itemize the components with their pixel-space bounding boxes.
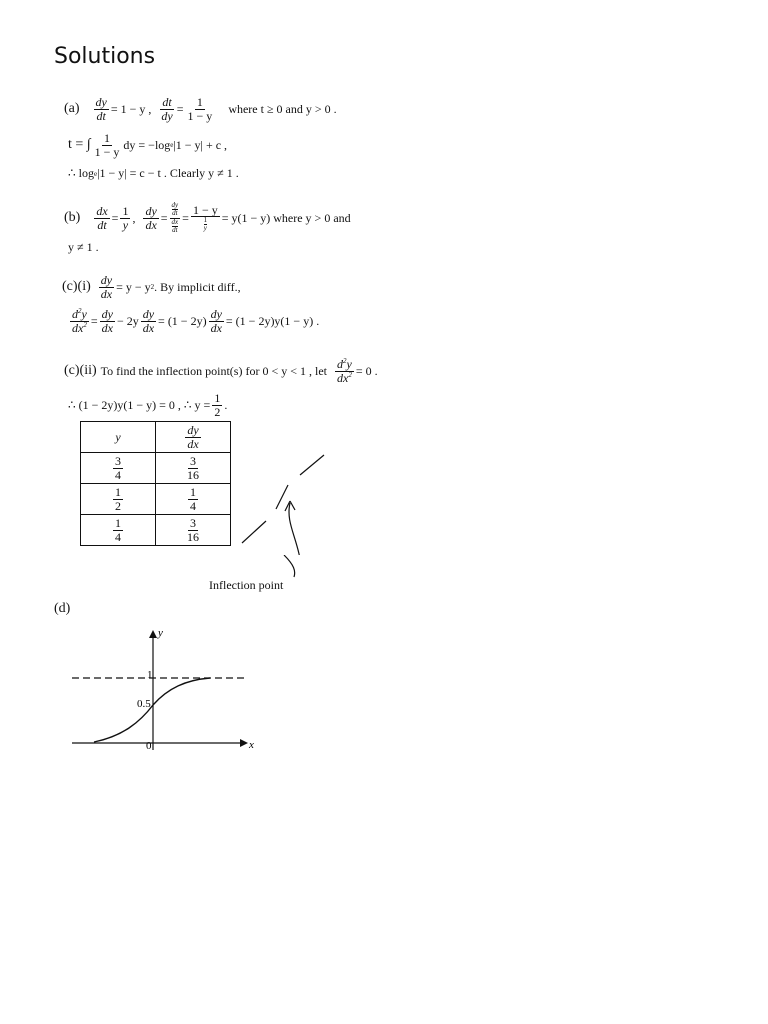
tick-0: 0: [146, 740, 152, 752]
table-header-y: y: [81, 422, 156, 453]
slope-segment-mid: [276, 485, 288, 509]
table-header-row: [81, 422, 231, 453]
part-ci-line2: $\frac{d^2y}{dx^2}$ = $\frac{dy}{dx}$ − 2y $\frac{dy}{dx}$ = (1 − 2y) $\frac{dy}{dx}$ = (1 − 2y)y(1 − y) .: [72, 307, 320, 335]
logistic-curve: [94, 678, 210, 742]
integrand-fraction: $\frac{1}{1 - y}$: [94, 131, 120, 159]
part-cii-line1: (c)(ii) To find the inflection point(s) for 0 < y < 1 , let $\frac{d^2y}{dx^2}$ = 0 .: [64, 357, 378, 385]
second-derivative-fraction: $\frac{d^2y}{dx^2}$: [72, 307, 87, 335]
table-row: $\frac{1}{2}$ $\frac{1}{4}$: [81, 484, 231, 515]
x-axis-label: x: [249, 739, 254, 751]
table-header-dydx: $\frac{dy}{dx}$: [156, 422, 231, 453]
part-ci-label: (c)(i): [62, 279, 91, 295]
inflection-point-label: Inflection point: [209, 578, 284, 592]
part-d-label: (d): [54, 601, 71, 616]
y-axis-arrow-icon: [149, 630, 157, 638]
part-a-line2: t = ∫ $\frac{1}{1 - y}$ dy = −log e |1 − y| + c ,: [68, 131, 228, 159]
slope-segment-low: [242, 521, 266, 543]
part-a-line3: ∴ log e |1 − y| = c − t . Clearly y ≠ 1 .: [68, 166, 239, 180]
dt-dy-fraction: $\frac{dt}{dy}$: [161, 95, 173, 123]
part-ci-line1: (c)(i) $\frac{dy}{dx}$ = y − y 2 . By implicit diff.,: [62, 273, 241, 301]
part-cii-line2: ∴ (1 − 2y)y(1 − y) = 0 , ∴ y = $\frac{1}{2}$ .: [68, 391, 228, 419]
one-over-one-minus-y: $\frac{1}{1 - y}$: [187, 95, 213, 123]
y-axis-label: y: [158, 627, 163, 639]
slope-sketch: [230, 445, 340, 555]
slope-table: [80, 421, 231, 546]
part-a-label: (a): [64, 101, 80, 117]
solution-curve-graph: [68, 622, 268, 757]
part-b-label: (b): [64, 210, 81, 226]
page-title: Solutions: [54, 44, 156, 69]
part-cii-label: (c)(ii): [64, 363, 97, 379]
arrow-tail: [282, 555, 302, 579]
dy-dt-fraction: $\frac{dy}{dt}$: [95, 95, 107, 123]
x-axis-arrow-icon: [240, 739, 248, 747]
part-b-line2: y ≠ 1 .: [68, 240, 99, 254]
tick-0-5: 0.5: [137, 698, 151, 710]
slope-table-wrap: [80, 421, 231, 546]
tick-1: 1: [147, 669, 153, 681]
arrow-line: [289, 503, 302, 555]
part-a-line1: (a) $\frac{dy}{dt}$ = 1 − y , $\frac{dt}{dy}$ = $\frac{1}{1 - y}$ where t ≥ 0 and y > 0 .: [64, 95, 337, 123]
slope-segment-high: [300, 455, 324, 475]
table-row: $\frac{1}{4}$ $\frac{3}{16}$: [81, 515, 231, 546]
compound-fraction: dy dt dx dt: [171, 201, 179, 235]
table-row: $\frac{3}{4}$ $\frac{3}{16}$: [81, 453, 231, 484]
part-b-line1: (b) $\frac{dx}{dt}$ = $\frac{1}{y}$ , $\frac{dy}{dx}$ = dy dt dx dt = 1 − y 1 y = y(1 − y) where y > 0 and: [64, 201, 351, 235]
